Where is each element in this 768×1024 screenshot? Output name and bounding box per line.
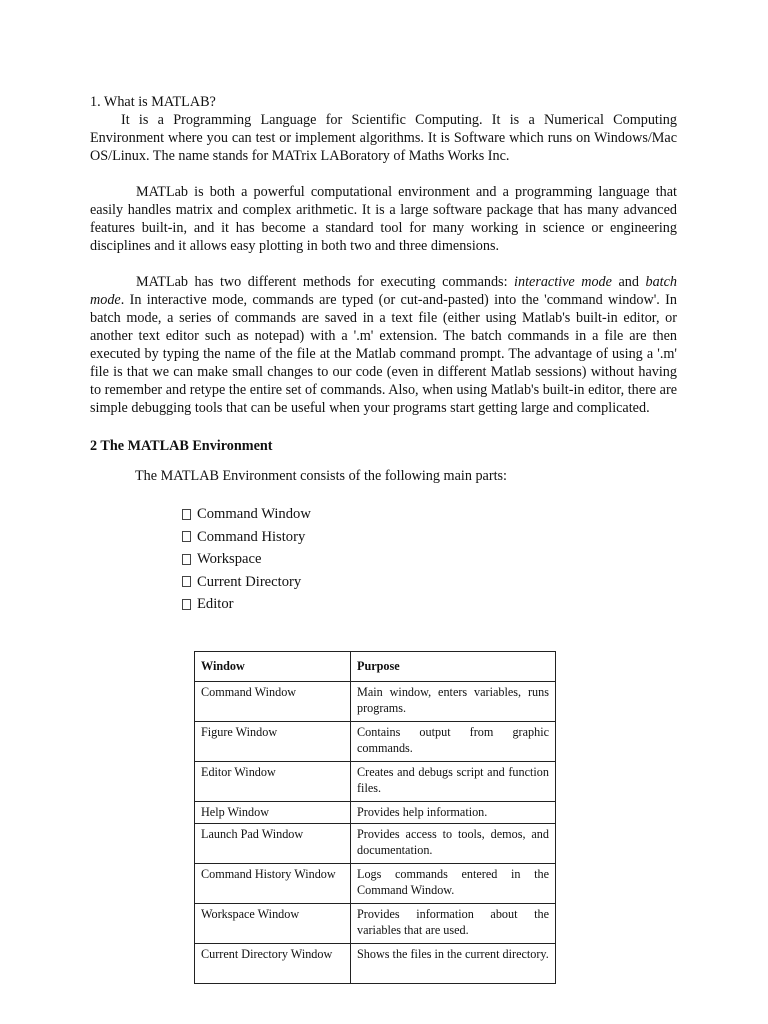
batch-mode-term: batch mode [90, 274, 677, 308]
checkbox-glyph-icon [182, 509, 191, 520]
table-row: Command History Window Logs commands entered in the Command Window. [195, 864, 556, 904]
section1-heading: 1. What is MATLAB? [90, 94, 216, 110]
interactive-mode-term: interactive mode [514, 274, 612, 290]
table-row: Editor Window Creates and debugs script and function files. [195, 762, 556, 802]
table-row: Figure Window Contains output from graphic commands. [195, 722, 556, 762]
checkbox-glyph-icon [182, 554, 191, 565]
table-row: Launch Pad Window Provides access to tools, demos, and documentation. [195, 824, 556, 864]
list-item: Workspace [182, 548, 677, 571]
list-item: Current Directory [182, 571, 677, 594]
section1-paragraph3: MATLab has two different methods for executing commands: interactive mode and batch mode. In interactive mode, commands are typed (or cut-and-pasted) into the 'command window'. In batch mode, a series of commands are saved in a text file (either using Matlab's built-in editor, or another text editor such as notepad) with a '.m' extension. The batch commands in a file are then executed by typing the name of the file at the Matlab command prompt. The advantage of using a '.m' file is that we can make small changes to our code (even in different Matlab sessions) without having to remember and retype the entire set of commands. Also, when using Matlab's built-in editor, there are simple debugging tools that can be useful when your programs start getting large and complicated. [90, 274, 677, 416]
section1-paragraph2: MATLab is both a powerful computational environment and a programming language that easily handles matrix and complex arithmetic. It is a large software package that has many advanced features built-in, and it has become a standard tool for many working in science or engineering disciplines and it allows easy plotting in both two and three dimensions. [90, 184, 677, 254]
table-row: Command Window Main window, enters variables, runs programs. [195, 682, 556, 722]
checkbox-glyph-icon [182, 576, 191, 587]
column-header-purpose: Purpose [351, 652, 556, 682]
list-item: Command History [182, 526, 677, 549]
section2-intro: The MATLAB Environment consists of the following main parts: [135, 468, 507, 484]
list-item: Command Window [182, 503, 677, 526]
list-item: Editor [182, 593, 677, 616]
checkbox-glyph-icon [182, 599, 191, 610]
checkbox-glyph-icon [182, 531, 191, 542]
document-page [90, 93, 677, 616]
table-row: Workspace Window Provides information about the variables that are used. [195, 904, 556, 944]
environment-parts-list [90, 503, 677, 616]
table-row: Current Directory Window Shows the files in the current directory. [195, 944, 556, 984]
matlab-windows-table [194, 651, 556, 984]
table-header-row [195, 652, 556, 682]
table-row: Help Window Provides help information. [195, 802, 556, 824]
section1-first-paragraph [90, 93, 677, 165]
section2-heading: 2 The MATLAB Environment [90, 438, 273, 454]
section1-paragraph1: It is a Programming Language for Scientific Computing. It is a Numerical Computing Environment where you can test or implement algorithms. It is Software which runs on Windows/Mac OS/Linux. The name stands for MATrix LABoratory of Maths Works Inc. [90, 112, 677, 164]
column-header-window: Window [195, 652, 351, 682]
